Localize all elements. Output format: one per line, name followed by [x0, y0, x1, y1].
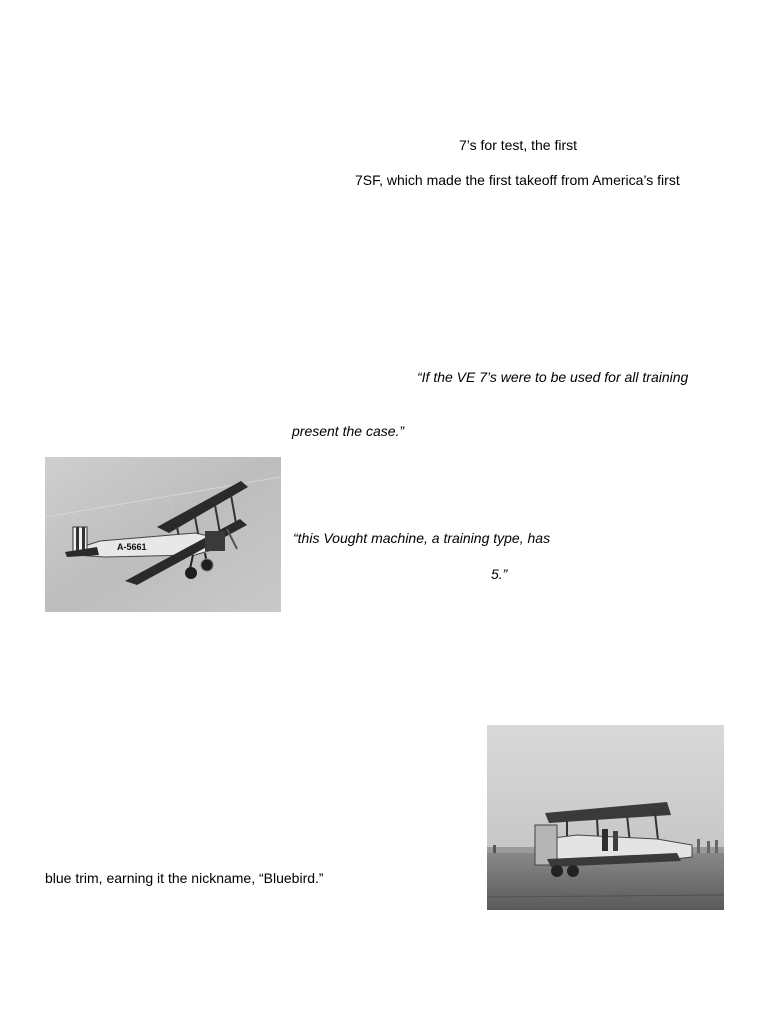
biplane-on-field-photo	[487, 725, 724, 910]
text-line-2: 7SF, which made the first takeoff from America’s first	[355, 172, 680, 188]
quote-2-line-1: “this Vought machine, a training type, has	[293, 530, 551, 546]
tail-marking: A-5661	[117, 542, 147, 552]
quote-1-line-1: “If the VE 7’s were to be used for all training	[417, 369, 689, 385]
text-line-1: 7’s for test, the first	[459, 137, 578, 153]
quote-2-line-2: 5.”	[491, 566, 508, 582]
biplane-in-flight-photo	[45, 457, 281, 612]
bottom-text-line: blue trim, earning it the nickname, “Bluebird.”	[45, 870, 324, 886]
quote-1-line-2: present the case.”	[292, 423, 405, 439]
